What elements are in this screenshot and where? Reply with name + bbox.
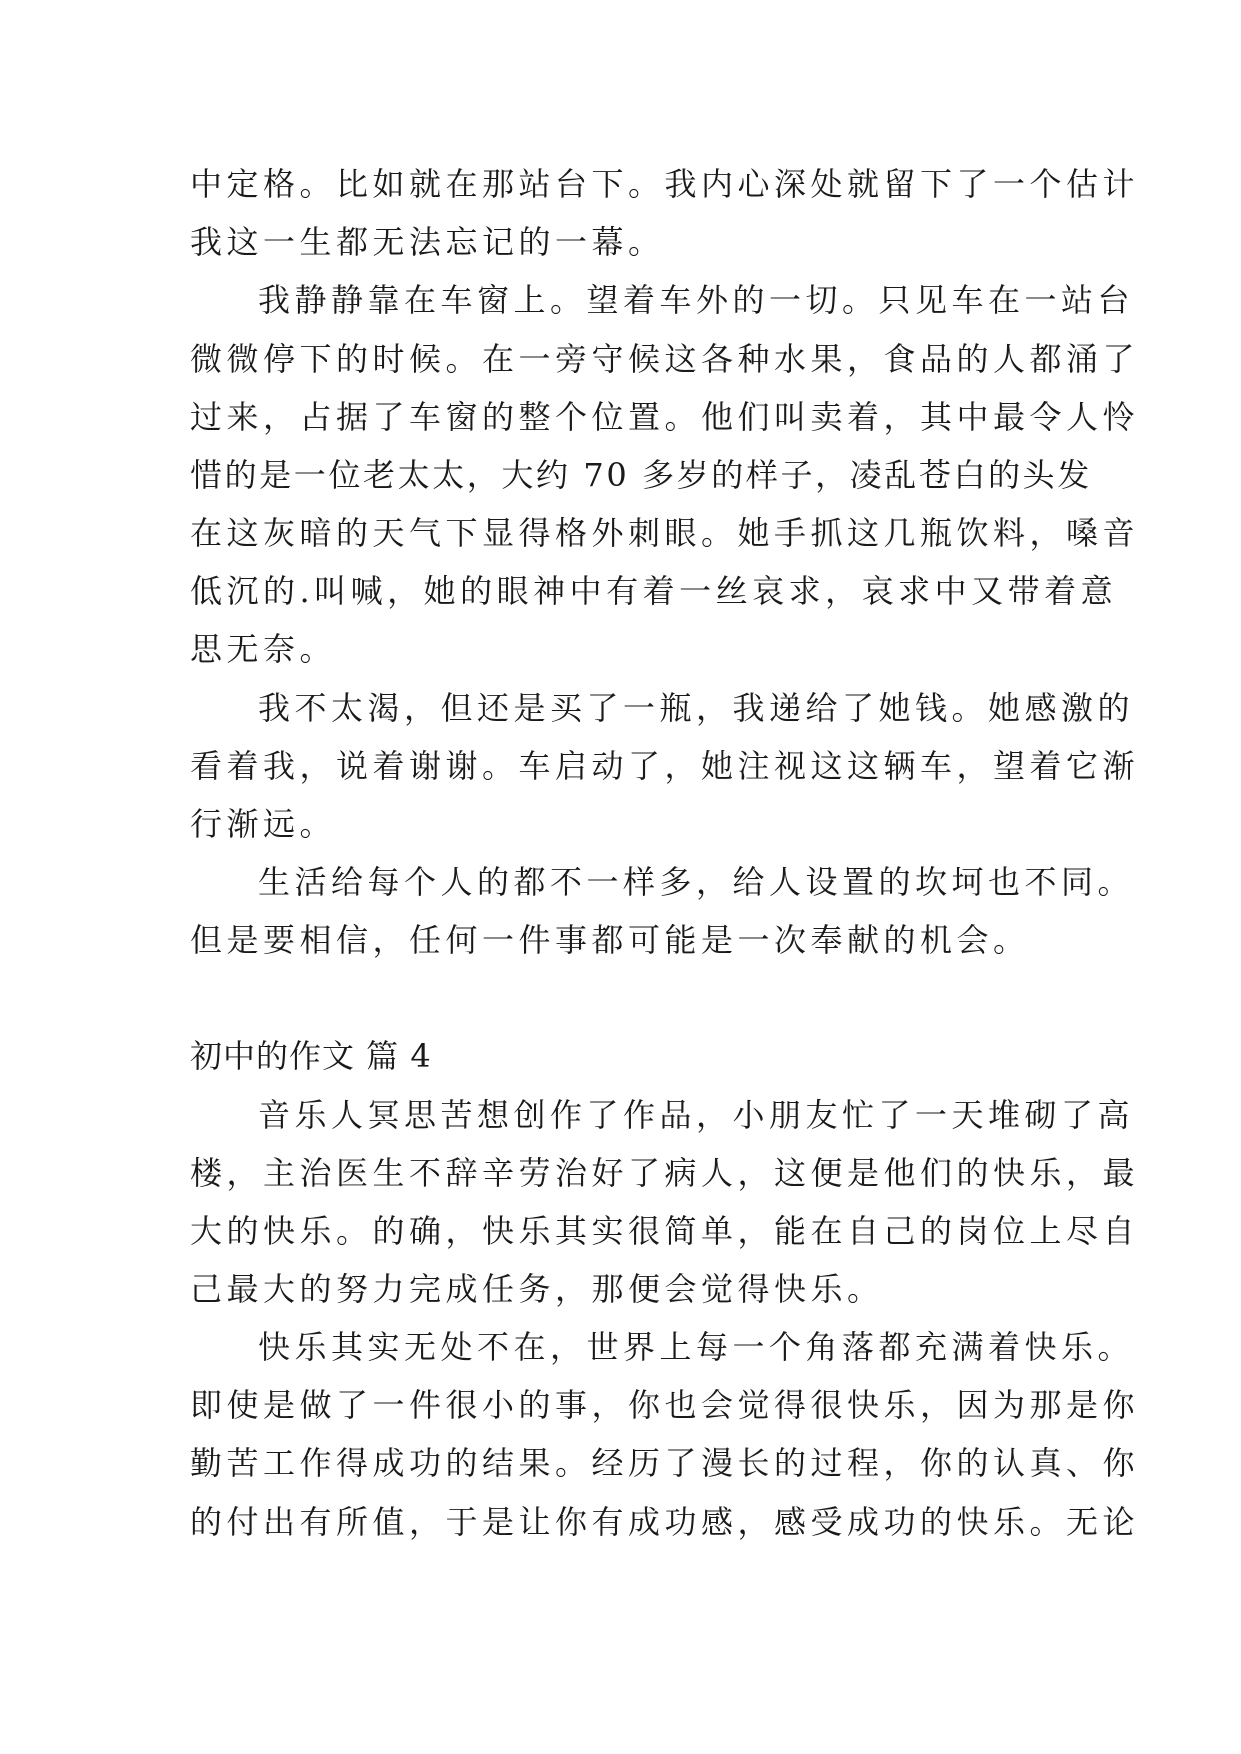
paragraph-start-line: 我静静靠在车窗上。望着车外的一切。只见车在一站台: [258, 281, 1135, 319]
text-line: 楼，主治医生不辞辛劳治好了病人，这便是他们的快乐，最: [190, 1154, 1140, 1192]
text-line: 过来，占据了车窗的整个位置。他们叫卖着，其中最令人怜: [190, 398, 1140, 436]
paragraph-start-line: 生活给每个人的都不一样多，给人设置的坎坷也不同。: [258, 863, 1135, 901]
text-line: 在这灰暗的天气下显得格外刺眼。她手抓这几瓶饮料，嗓音: [190, 514, 1140, 552]
text-line: 微微停下的时候。在一旁守候这各种水果，食品的人都涌了: [190, 340, 1140, 378]
text-line: 我这一生都无法忘记的一幕。: [190, 223, 665, 261]
paragraph-start-line: 我不太渴，但还是买了一瓶，我递给了她钱。她感激的: [258, 689, 1135, 727]
text-line: 大的快乐。的确，快乐其实很简单，能在自己的岗位上尽自: [190, 1212, 1140, 1250]
text-line: 中定格。比如就在那站台下。我内心深处就留下了一个估计: [190, 165, 1140, 203]
text-line: 思无奈。: [190, 630, 337, 668]
text-line: 低沉的.叫喊，她的眼神中有着一丝哀求，哀求中又带着意: [190, 572, 1118, 610]
text-line: 惜的是一位老太太，大约 70 多岁的样子，凌乱苍白的头发: [190, 456, 1092, 494]
text-line: 行渐远。: [190, 805, 337, 843]
section-title: 初中的作文 篇 4: [190, 1037, 432, 1075]
text-line: 即使是做了一件很小的事，你也会觉得很快乐，因为那是你: [190, 1386, 1140, 1424]
text-line: 的付出有所值，于是让你有成功感，感受成功的快乐。无论: [190, 1503, 1140, 1541]
paragraph-start-line: 快乐其实无处不在，世界上每一个角落都充满着快乐。: [258, 1328, 1135, 1366]
text-line: 但是要相信，任何一件事都可能是一次奉献的机会。: [190, 921, 1030, 959]
text-line: 勤苦工作得成功的结果。经历了漫长的过程，你的认真、你: [190, 1444, 1140, 1482]
text-line: 己最大的努力完成任务，那便会觉得快乐。: [190, 1270, 884, 1308]
text-line: 看着我，说着谢谢。车启动了，她注视这这辆车，望着它渐: [190, 747, 1140, 785]
paragraph-start-line: 音乐人冥思苦想创作了作品，小朋友忙了一天堆砌了高: [258, 1096, 1135, 1134]
